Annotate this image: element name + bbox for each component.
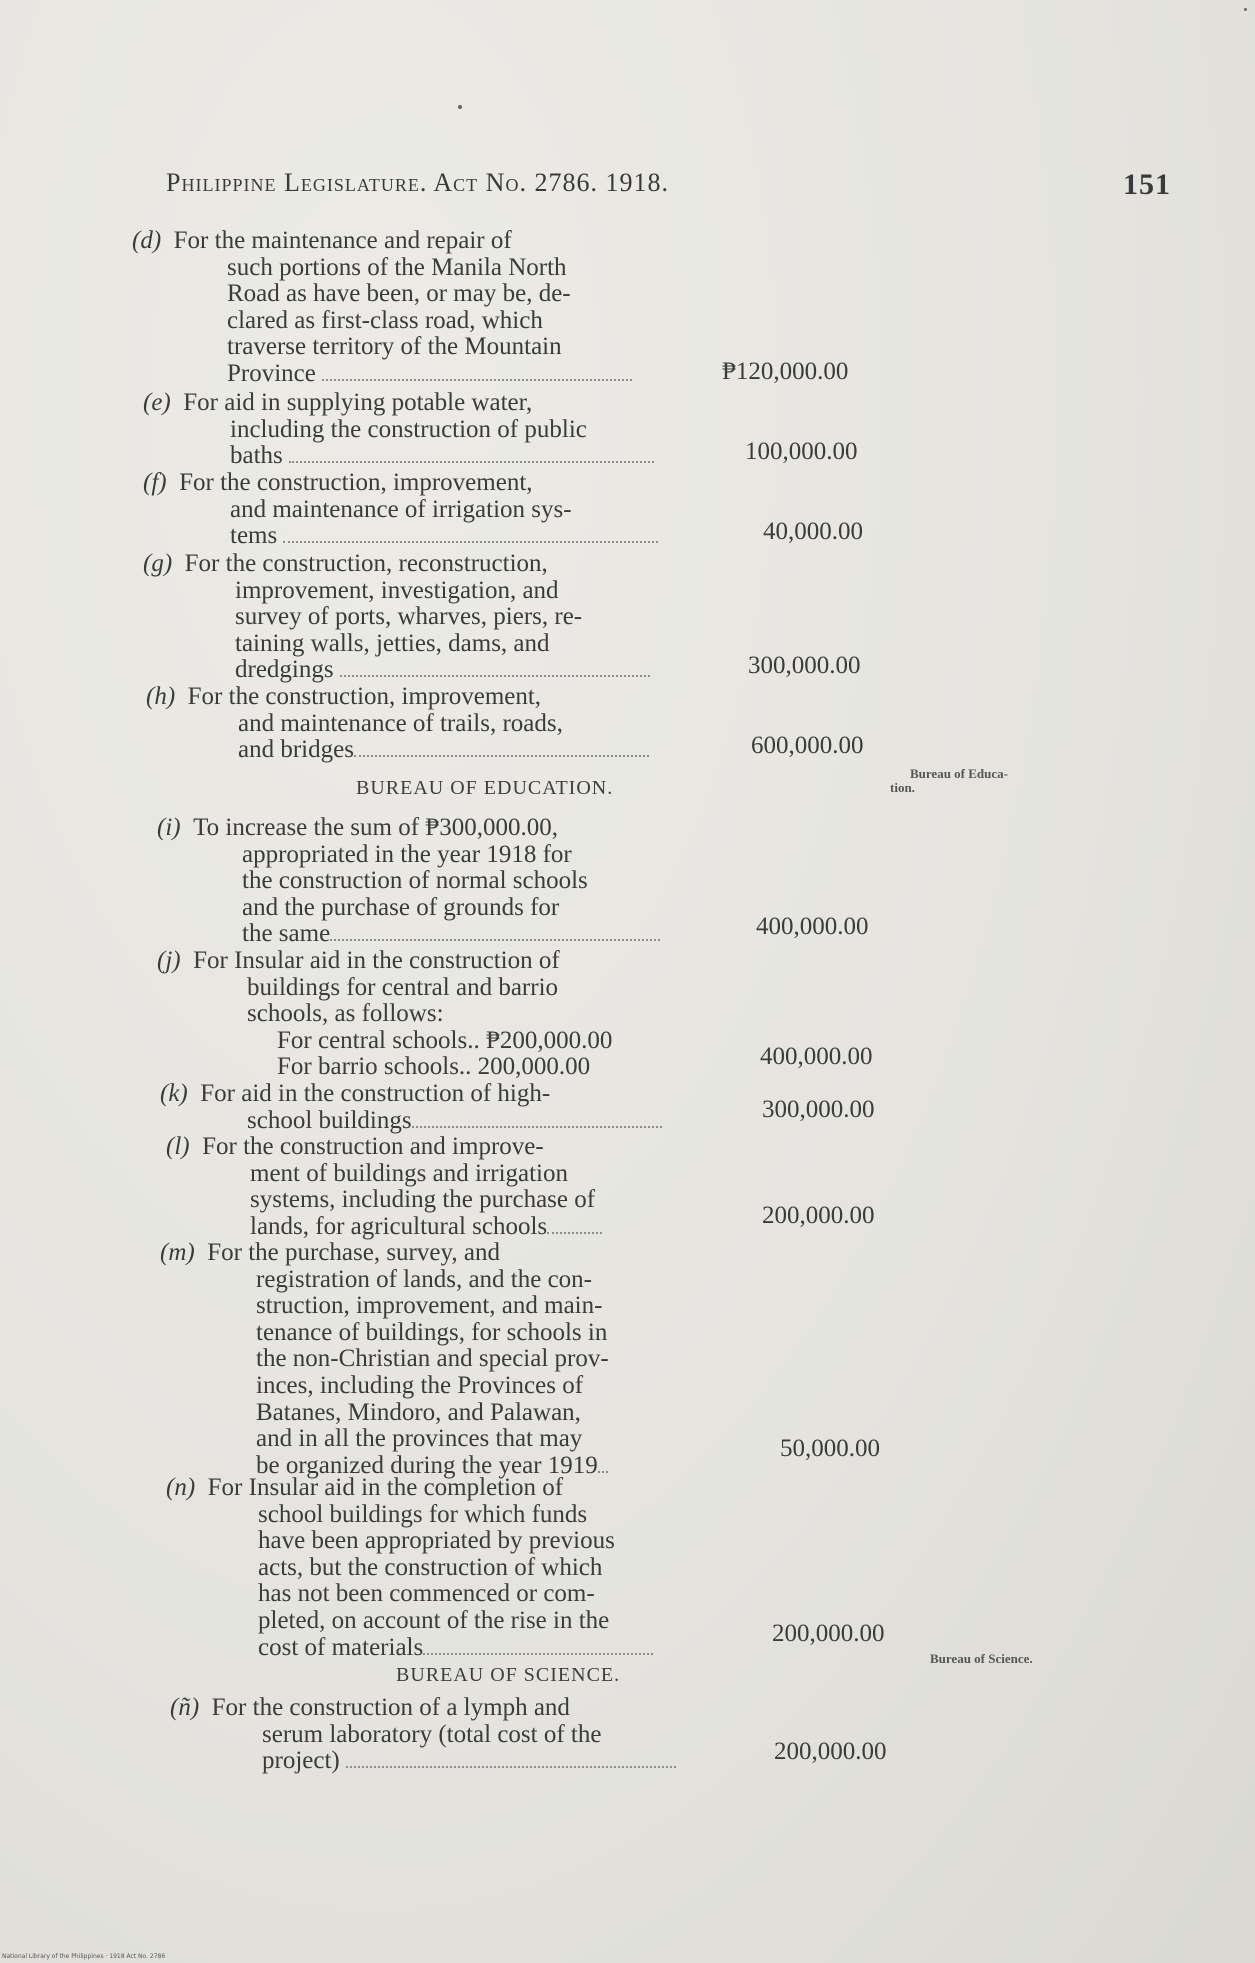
amount-i: 400,000.00: [756, 913, 869, 940]
page-number: 151: [1123, 168, 1171, 201]
item-h: (h) For the construction, improvement, and maintenance of trails, roads, and bridges: [146, 684, 649, 764]
amount-g: 300,000.00: [748, 652, 861, 679]
amount-n-tilde: 200,000.00: [774, 1738, 887, 1765]
item-n: (n) For Insular aid in the completion of school buildings for which funds have been appropriated by previous acts, but the construction of which has not been commenced or com- pleted, on account of the rise in the cost of materials: [166, 1475, 653, 1661]
scan-speck: [458, 105, 462, 109]
dot-leader: [322, 379, 632, 381]
scan-speck: [1244, 8, 1247, 11]
running-header: Philippine Legislature. Act No. 2786. 1918.: [166, 168, 669, 197]
amount-d: ₱120,000.00: [722, 358, 849, 385]
margin-note-science: Bureau of Science.: [930, 1651, 1033, 1666]
dot-leader: [547, 1232, 602, 1234]
dot-leader: [354, 755, 649, 757]
dot-leader: [330, 939, 660, 941]
item-n-tilde: (ñ) For the construction of a lymph and serum laboratory (total cost of the project): [170, 1695, 676, 1775]
item-j: (j) For Insular aid in the construction of buildings for central and barrio schools, as follows: For central schools.. ₱200,000.00 For barrio schools.. 200,000.00: [157, 947, 613, 1081]
amount-h: 600,000.00: [751, 732, 864, 759]
margin-note-education: Bureau of Educa- tion.: [890, 766, 1008, 795]
section-heading-education: BUREAU OF EDUCATION.: [356, 777, 614, 799]
amount-l: 200,000.00: [762, 1202, 875, 1229]
item-e: (e) For aid in supplying potable water, including the construction of public baths: [143, 390, 654, 470]
item-d: (d) For the maintenance and repair of such portions of the Manila North Road as have been, or may be, de- clared as first-class road, which traverse territory of the Mountain Province: [132, 228, 632, 388]
scan-footer: National Library of the Philippines · 1918 Act No. 2786: [2, 1953, 166, 1960]
dot-leader: [412, 1126, 662, 1128]
amount-j: 400,000.00: [760, 1043, 873, 1070]
item-i: (i) To increase the sum of ₱300,000.00, appropriated in the year 1918 for the construction of normal schools and the purchase of grounds for the same: [157, 815, 660, 948]
dot-leader: [340, 675, 650, 677]
item-g: (g) For the construction, reconstruction, improvement, investigation, and survey of ports, wharves, piers, re- taining walls, jetties, dams, and dredgings: [143, 551, 650, 684]
item-f: (f) For the construction, improvement, and maintenance of irrigation sys- tems: [143, 470, 658, 550]
amount-k: 300,000.00: [762, 1096, 875, 1123]
amount-n: 200,000.00: [772, 1620, 885, 1647]
dot-leader: [423, 1653, 653, 1655]
amount-f: 40,000.00: [763, 518, 863, 545]
item-m: (m) For the purchase, survey, and registration of lands, and the con- struction, improvement, and main- tenance of buildings, for schools in the non-Christian and special prov- inces, including the Provinces of Batanes, Mindoro, and Palawan, and in all the provinces that may be organized during the year 1919: [160, 1239, 609, 1479]
dot-leader: [346, 1766, 676, 1768]
item-k: (k) For aid in the construction of high- school buildings: [160, 1081, 662, 1134]
item-l: (l) For the construction and improve- ment of buildings and irrigation systems, including the purchase of lands, for agricultural schools: [166, 1134, 602, 1240]
dot-leader: [283, 541, 658, 543]
amount-m: 50,000.00: [780, 1435, 880, 1462]
dot-leader: [289, 461, 654, 463]
section-heading-science: BUREAU OF SCIENCE.: [396, 1664, 621, 1686]
dot-leader: [598, 1471, 608, 1473]
amount-e: 100,000.00: [745, 438, 858, 465]
